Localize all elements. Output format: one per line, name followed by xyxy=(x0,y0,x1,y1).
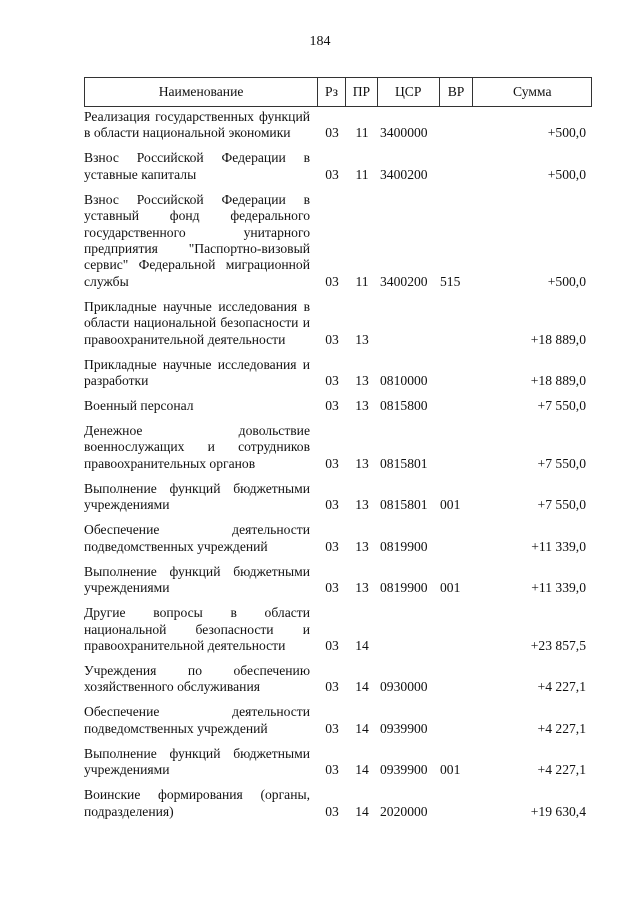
cell-pr: 13 xyxy=(355,580,369,596)
table-row xyxy=(84,398,592,414)
cell-vr: 515 xyxy=(440,273,461,289)
cell-sum: +7 550,0 xyxy=(537,497,586,513)
cell-pr: 14 xyxy=(355,637,369,653)
cell-name: Военный персонал xyxy=(84,398,194,414)
header-sum: Сумма xyxy=(512,84,552,99)
table-row xyxy=(84,605,592,654)
cell-rz: 03 xyxy=(325,455,339,471)
cell-rz: 03 xyxy=(325,398,339,414)
cell-name: Учреждения по обеспечению хозяйственного обслуживания xyxy=(84,662,310,695)
cell-csr: 0819900 xyxy=(380,538,428,554)
cell-csr: 0939900 xyxy=(380,762,428,778)
cell-rz: 03 xyxy=(325,373,339,389)
cell-name: Взнос Российской Федерации в уставный фонд федерального государственного унитарного предприятия "Паспортно-визовый сервис" Федеральной миграционной службы xyxy=(84,191,310,289)
cell-sum: +7 550,0 xyxy=(537,398,586,414)
cell-pr: 13 xyxy=(355,538,369,554)
table-row xyxy=(84,522,592,555)
cell-sum: +11 339,0 xyxy=(531,538,586,554)
cell-name: Другие вопросы в области национальной безопасности и правоохранительной деятельности xyxy=(84,605,310,653)
table-row xyxy=(84,109,592,142)
cell-sum: +4 227,1 xyxy=(537,720,586,736)
header-pr: ПР xyxy=(346,78,378,106)
table-row xyxy=(84,150,592,183)
cell-pr: 13 xyxy=(355,398,369,414)
cell-rz: 03 xyxy=(325,538,339,554)
cell-rz: 03 xyxy=(325,331,339,347)
cell-name: Денежное довольствие военнослужащих и сотрудников правоохранительных органов xyxy=(84,423,310,471)
cell-csr: 3400200 xyxy=(380,273,428,289)
header-vr: ВР xyxy=(440,78,474,106)
cell-vr: 001 xyxy=(440,497,461,513)
cell-rz: 03 xyxy=(325,125,339,141)
cell-name: Взнос Российской Федерации в уставные капиталы xyxy=(84,150,310,182)
cell-rz: 03 xyxy=(325,166,339,182)
cell-rz: 03 xyxy=(325,273,339,289)
cell-csr: 0819900 xyxy=(380,580,428,596)
cell-pr: 14 xyxy=(355,679,369,695)
cell-name: Выполнение функций бюджетными учреждениями xyxy=(84,563,310,596)
cell-csr: 3400000 xyxy=(380,125,428,141)
cell-csr: 2020000 xyxy=(380,803,428,819)
header-name: Наименование xyxy=(85,78,318,106)
cell-csr: 0815800 xyxy=(380,398,428,414)
cell-sum: +18 889,0 xyxy=(530,373,586,389)
table-row xyxy=(84,299,592,348)
table-row xyxy=(84,704,592,737)
table-body xyxy=(84,109,592,829)
header-csr: ЦСР xyxy=(378,78,440,106)
cell-name: Обеспечение деятельности подведомственных учреждений xyxy=(84,522,310,554)
cell-rz: 03 xyxy=(325,679,339,695)
cell-sum: +7 550,0 xyxy=(537,455,586,471)
cell-rz: 03 xyxy=(325,762,339,778)
cell-rz: 03 xyxy=(325,580,339,596)
cell-sum: +500,0 xyxy=(547,166,586,182)
cell-csr: 0815801 xyxy=(380,497,428,513)
cell-pr: 11 xyxy=(355,166,369,182)
cell-sum: +11 339,0 xyxy=(531,580,586,596)
cell-csr: 0810000 xyxy=(380,373,428,389)
cell-vr: 001 xyxy=(440,762,461,778)
cell-csr: 3400200 xyxy=(380,166,428,182)
cell-csr: 0815801 xyxy=(380,455,428,471)
cell-pr: 11 xyxy=(355,125,369,141)
cell-sum: +500,0 xyxy=(547,125,586,141)
cell-pr: 13 xyxy=(355,331,369,347)
cell-pr: 14 xyxy=(355,762,369,778)
cell-pr: 11 xyxy=(355,273,369,289)
table-row xyxy=(84,787,592,820)
cell-sum: +500,0 xyxy=(547,273,586,289)
cell-sum: +18 889,0 xyxy=(530,331,586,347)
cell-name: Реализация государственных функций в области национальной экономики xyxy=(84,109,310,141)
cell-sum: +4 227,1 xyxy=(537,679,586,695)
cell-rz: 03 xyxy=(325,720,339,736)
cell-sum: +23 857,5 xyxy=(530,637,586,653)
cell-pr: 13 xyxy=(355,497,369,513)
cell-name: Обеспечение деятельности подведомственных учреждений xyxy=(84,704,310,736)
cell-name: Выполнение функций бюджетными учреждениями xyxy=(84,745,310,778)
cell-rz: 03 xyxy=(325,497,339,513)
table-row xyxy=(84,192,592,290)
cell-pr: 13 xyxy=(355,373,369,389)
cell-vr: 001 xyxy=(440,580,461,596)
table-row xyxy=(84,423,592,472)
table-row xyxy=(84,564,592,597)
cell-name: Воинские формирования (органы, подразделения) xyxy=(84,787,310,819)
cell-pr: 13 xyxy=(355,455,369,471)
table-header xyxy=(84,77,592,107)
cell-rz: 03 xyxy=(325,803,339,819)
cell-name: Прикладные научные исследования и разработки xyxy=(84,356,310,389)
table-row xyxy=(84,746,592,779)
cell-pr: 14 xyxy=(355,803,369,819)
cell-rz: 03 xyxy=(325,637,339,653)
cell-csr: 0939900 xyxy=(380,720,428,736)
cell-name: Прикладные научные исследования в области национальной безопасности и правоохранительной деятельности xyxy=(84,298,310,347)
cell-csr: 0930000 xyxy=(380,679,428,695)
cell-name: Выполнение функций бюджетными учреждениями xyxy=(84,480,310,513)
page-number: 184 xyxy=(309,34,331,49)
table-row xyxy=(84,357,592,390)
cell-sum: +4 227,1 xyxy=(537,762,586,778)
cell-sum: +19 630,4 xyxy=(530,803,586,819)
cell-pr: 14 xyxy=(355,720,369,736)
table-row xyxy=(84,481,592,514)
header-rz: Рз xyxy=(318,78,346,106)
table-row xyxy=(84,663,592,696)
